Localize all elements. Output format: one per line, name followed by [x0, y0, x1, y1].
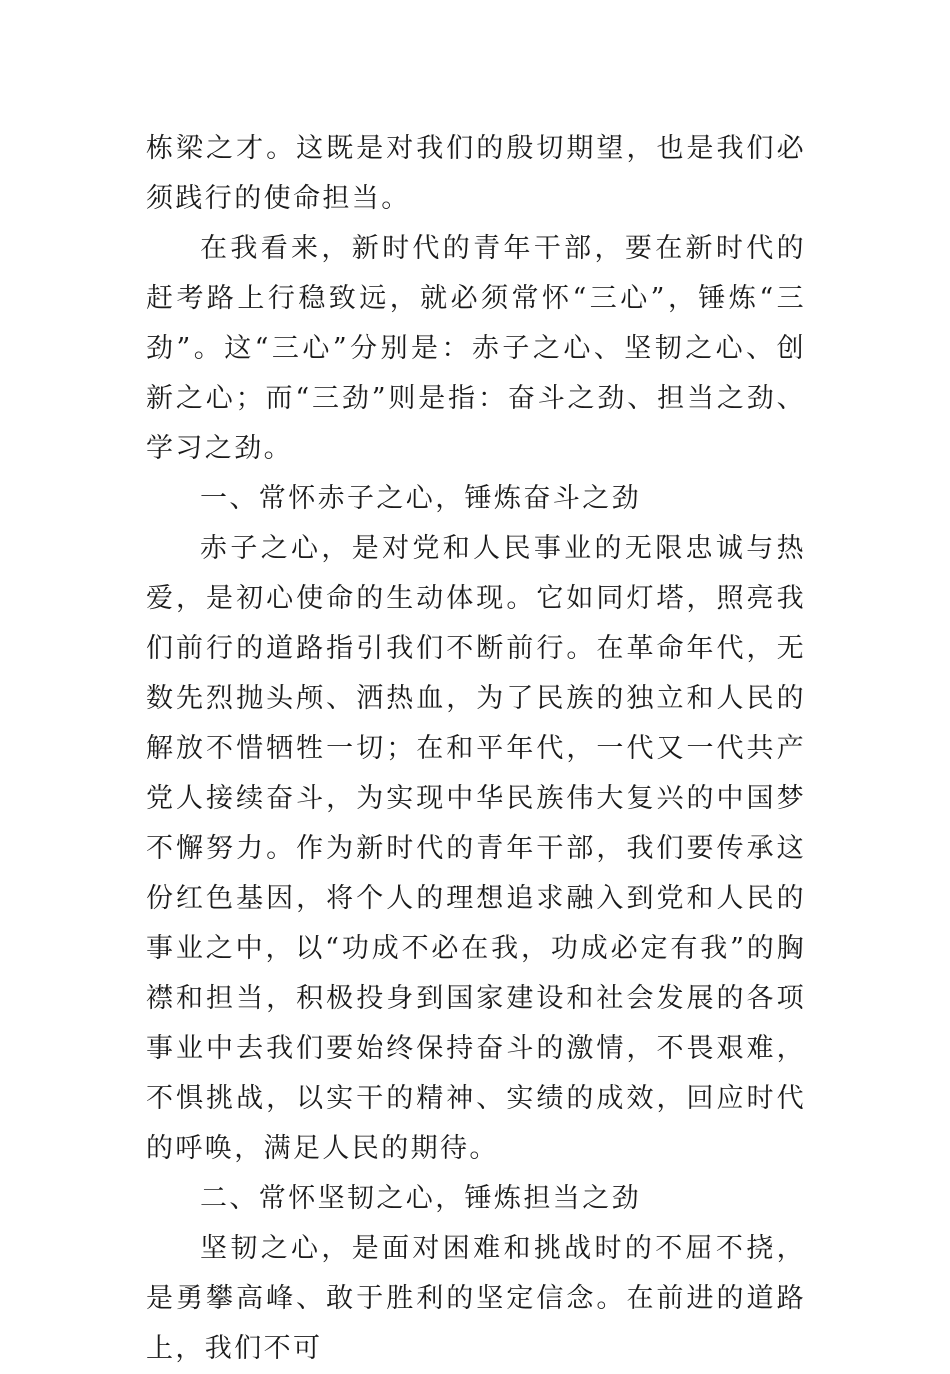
- section-heading-1: 一、常怀赤子之心，锤炼奋斗之劲: [200, 483, 641, 514]
- paragraph-section-1: 赤子之心，是对党和人民事业的无限忠诚与热爱，是初心使命的生动体现。它如同灯塔，照亮我们前行的道路指引我们不断前行。在革命年代，无数先烈抛头颅、洒热血，为了民族的独立和人民的解放不惜牺牲一切；在和平年代，一代又一代共产党人接续奋斗，为实现中华民族伟大复兴的中国梦不懈努力。作为新时代的青年干部，我们要传承这份红色基因，将个人的理想追求融入到党和人民的事业之中，以“功成不必在我，功成必定有我”的胸襟和担当，积极投身到国家建设和社会发展的各项事业中去我们要始终保持奋斗的激情，不畏艰难，不惧挑战，以实干的精神、实绩的成效，回应时代的呼唤，满足人民的期待。: [146, 533, 806, 1164]
- paragraph-intro: 在我看来，新时代的青年干部，要在新时代的赶考路上行稳致远，就必须常怀“三心”，锤炼“三劲”。这“三心”分别是：赤子之心、坚韧之心、创新之心；而“三劲”则是指：奋斗之劲、担当之劲、学习之劲。: [146, 233, 806, 464]
- document-body: [146, 124, 806, 1374]
- paragraph-section-2: 坚韧之心，是面对困难和挑战时的不屈不挠，是勇攀高峰、敢于胜利的坚定信念。在前进的道路上，我们不可: [146, 1233, 806, 1364]
- section-heading-2: 二、常怀坚韧之心，锤炼担当之劲: [200, 1183, 641, 1214]
- paragraph-continuation: 栋梁之才。这既是对我们的殷切期望，也是我们必须践行的使命担当。: [146, 133, 806, 214]
